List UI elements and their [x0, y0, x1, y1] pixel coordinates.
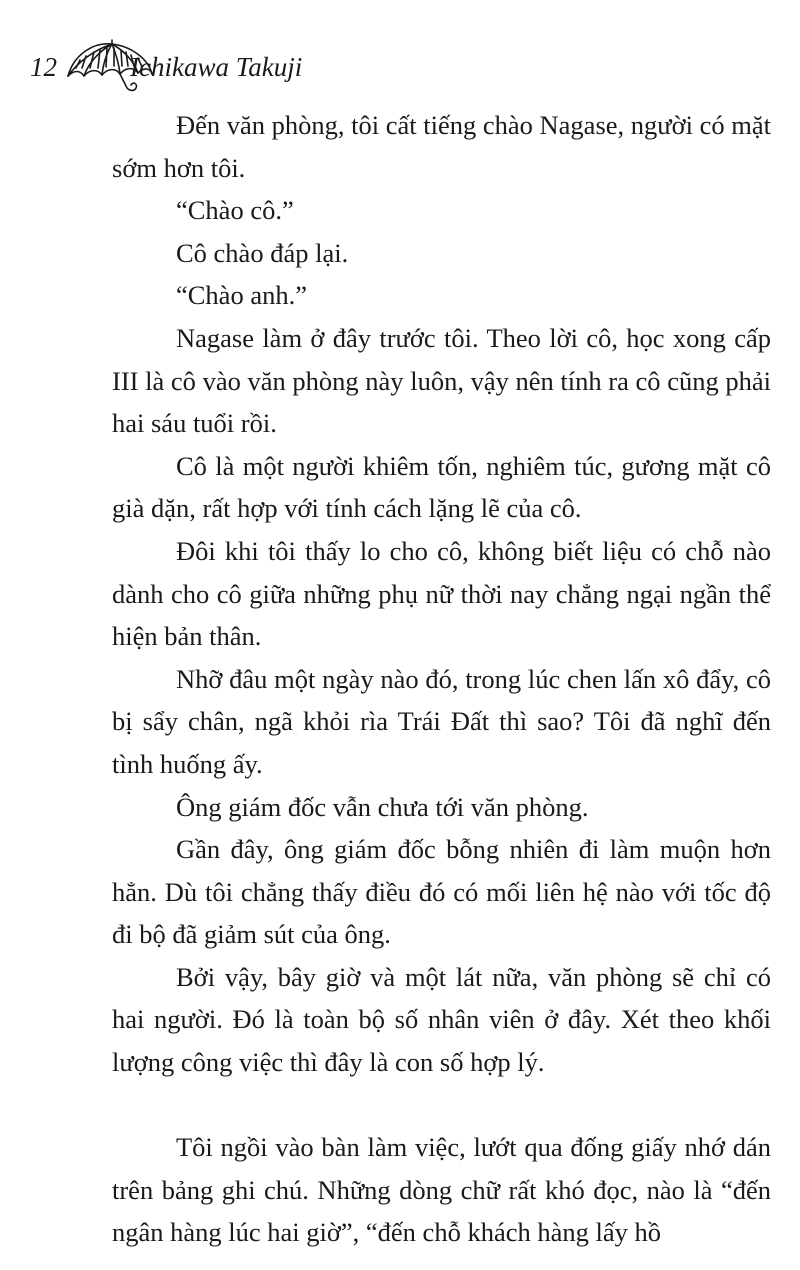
paragraph: Ông giám đốc vẫn chưa tới văn phòng.: [176, 791, 589, 822]
paragraph: Nagase làm ở đây trước tôi. Theo lời cô, học xong cấp III là cô vào văn phòng này luôn, vậy nên tính ra cô cũng phải hai sáu tuổi rồi.: [112, 322, 771, 439]
section-break: [112, 1084, 771, 1127]
paragraph: Gần đây, ông giám đốc bỗng nhiên đi làm muộn hơn hẳn. Dù tôi chẳng thấy điều đó có mối liên hệ nào với tốc độ đi bộ đã giảm sút của ông.: [112, 834, 771, 950]
paragraph: Đôi khi tôi thấy lo cho cô, không biết liệu có chỗ nào dành cho cô giữa những phụ nữ thời nay chẳng ngại ngần thể hiện bản thân.: [112, 535, 771, 652]
paragraph: Cô là một người khiêm tốn, nghiêm túc, gương mặt cô già dặn, rất hợp với tính cách lặng lẽ của cô.: [112, 450, 771, 524]
paragraph: Nhỡ đâu một ngày nào đó, trong lúc chen lấn xô đẩy, cô bị sẩy chân, ngã khỏi rìa Trái Đất thì sao? Tôi đã nghĩ đến tình huống ấy.: [112, 663, 771, 779]
paragraph: Tôi ngồi vào bàn làm việc, lướt qua đống giấy nhớ dán trên bảng ghi chú. Những dòng chữ rất khó đọc, nào là “đến ngân hàng lúc hai giờ”, “đến chỗ khách hàng lấy hồ: [112, 1132, 771, 1248]
paragraph: Bởi vậy, bây giờ và một lát nữa, văn phòng sẽ chỉ có hai người. Đó là toàn bộ số nhân viên ở đây. Xét theo khối lượng công việc thì đây là con số hợp lý.: [112, 961, 771, 1078]
running-header: [30, 38, 430, 94]
paragraph: “Chào cô.”: [176, 195, 294, 226]
paragraph: Đến văn phòng, tôi cất tiếng chào Nagase, người có mặt sớm hơn tôi.: [112, 110, 772, 183]
paragraph: “Chào anh.”: [176, 280, 307, 311]
running-title: Ichikawa Takuji: [130, 52, 303, 82]
body-text: [112, 104, 771, 1254]
page-number: 12: [30, 52, 57, 82]
paragraph: Cô chào đáp lại.: [176, 237, 349, 268]
